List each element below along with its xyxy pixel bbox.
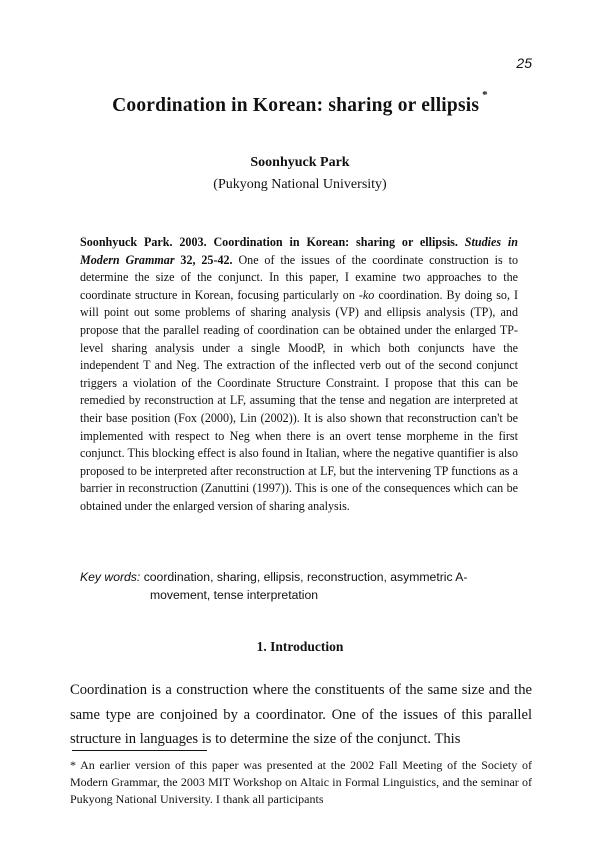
- author-name: Soonhyuck Park: [250, 155, 350, 170]
- abstract-text-part2: coordination. By doing so, I will point out some problems of sharing analysis (VP) and ellipsis analysis (TP), and propose that the parallel reading of coordination can be obtained under the enlarged TP-level sharing analysis under a single MoodP, in which both conjuncts have the independent T and Neg. The extraction of the inflected verb out of the second conjunct triggers a violation of the Coordinate Structure Constraint. I propose that this can be remedied by reconstruction at LF, assuming that the tense and negation are interpreted at their base position (Fox (2000), Lin (2002)). It is also shown that reconstruction can't be implemented with respect to Neg when there is an overt tense morpheme in the first conjunct. This blocking effect is also found in Italian, where the negative quantifier is also proposed to be interpreted after reconstruction at LF, but the intervening TP functions as a barrier in reconstruction (Zanuttini (1997)). This is one of the consequences which can be obtained under the enlarged version of sharing analysis.: [80, 287, 519, 513]
- keywords-label: Key words:: [80, 570, 141, 584]
- paper-title-text: Coordination in Korean: sharing or ellipsis: [112, 95, 480, 116]
- footnote-marker: *: [482, 89, 488, 101]
- abstract-text-part1: One of the issues of the coordinate construction is to determine the size of the conjunct. In this paper, I examine two approaches to the coordinate structure in Korean, focusing particularly on: [80, 252, 518, 302]
- section-heading: 1. Introduction: [256, 639, 344, 654]
- footnote-divider: [72, 750, 207, 751]
- keywords-line1: coordination, sharing, ellipsis, reconstruction, asymmetric A-: [143, 570, 468, 584]
- keywords: [80, 568, 520, 604]
- abstract: [80, 234, 518, 516]
- body-paragraph: Coordination is a construction where the constituents of the same size and the same type are conjoined by a coordinator. One of the issues of this parallel structure in languages is to determine the size of the conjunct. This: [70, 682, 532, 747]
- keywords-line2: movement, tense interpretation: [150, 588, 319, 602]
- author-affiliation: (Pukyong National University): [213, 177, 387, 192]
- abstract-volume: 32, 25-42.: [180, 252, 233, 267]
- abstract-journal: Studies in Modern Grammar: [80, 235, 518, 267]
- paper-title: [0, 89, 600, 117]
- abstract-emphasis: -ko: [358, 287, 375, 302]
- abstract-citation: Soonhyuck Park. 2003. Coordination in Korean: sharing or ellipsis.: [80, 235, 458, 249]
- footnote: * An earlier version of this paper was presented at the 2002 Fall Meeting of the Society of Modern Grammar, the 2003 MIT Workshop on Altaic in Formal Linguistics, and the seminar of Pukyong National University. I thank all participants: [70, 758, 532, 806]
- page-number: 25: [516, 55, 532, 71]
